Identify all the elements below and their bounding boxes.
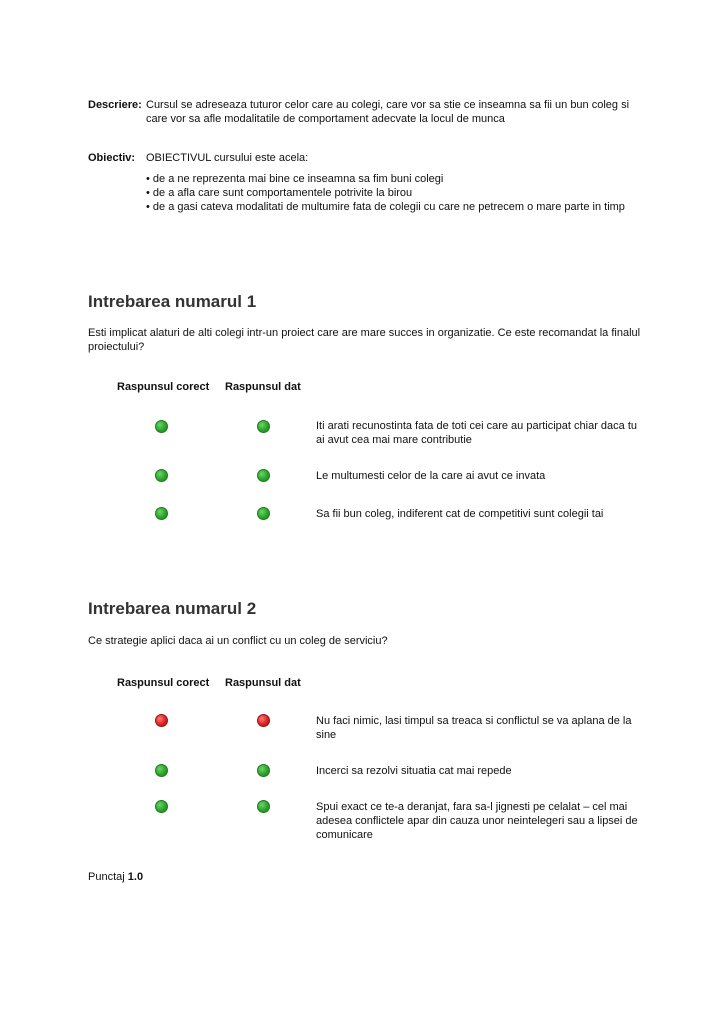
objective-list <box>146 172 686 214</box>
given-answer-indicator <box>257 469 270 482</box>
correct-answer-indicator <box>155 507 168 520</box>
correct-answer-indicator <box>155 469 168 482</box>
correct-answer-indicator <box>155 764 168 777</box>
given-answer-indicator <box>257 507 270 520</box>
question-text: Esti implicat alaturi de alti colegi intr-un proiect care are mare succes in organizatie. Ce este recomandat la finalul proiectului? <box>88 327 641 353</box>
answer-text: Spui exact ce te-a deranjat, fara sa-l jignesti pe celalat – cel mai adesea conflictele apar din cauza unor neintelegeri sau a lipsei de comunicare <box>316 801 638 841</box>
given-answer-indicator <box>257 714 270 727</box>
answer-text: Iti arati recunostinta fata de toti cei care au participat chiar daca tu ai avut cea mai mare contributie <box>316 420 638 446</box>
given-answer-indicator <box>257 420 270 433</box>
answer-text: Incerci sa rezolvi situatia cat mai repede <box>316 765 512 777</box>
objective-item: • de a ne reprezenta mai bine ce inseamna sa fim buni colegi <box>146 173 444 185</box>
column-header-correct: Raspunsul corect <box>117 677 210 689</box>
objective-label: Obiectiv: <box>88 152 136 164</box>
correct-answer-indicator <box>155 420 168 433</box>
description-label: Descriere: <box>88 99 142 111</box>
objective-item: • de a afla care sunt comportamentele potrivite la birou <box>146 187 413 199</box>
answer-text: Sa fii bun coleg, indiferent cat de competitivi sunt colegii tai <box>316 508 604 520</box>
correct-answer-indicator <box>155 800 168 813</box>
column-header-correct: Raspunsul corect <box>117 381 210 393</box>
given-answer-indicator <box>257 800 270 813</box>
score-value: 1.0 <box>127 871 144 883</box>
score <box>88 870 143 884</box>
answer-text: Le multumesti celor de la care ai avut ce invata <box>316 470 546 482</box>
correct-answer-indicator <box>155 714 168 727</box>
given-answer-indicator <box>257 764 270 777</box>
score-label: Punctaj <box>88 871 125 883</box>
question-title: Intrebarea numarul 1 <box>88 292 257 311</box>
question-text: Ce strategie aplici daca ai un conflict cu un coleg de serviciu? <box>88 635 388 647</box>
column-header-given: Raspunsul dat <box>225 381 301 393</box>
answer-text: Nu faci nimic, lasi timpul sa treaca si conflictul se va aplana de la sine <box>316 715 632 741</box>
objective-intro: OBIECTIVUL cursului este acela: <box>146 152 309 164</box>
question-title: Intrebarea numarul 2 <box>88 599 257 618</box>
column-header-given: Raspunsul dat <box>225 677 301 689</box>
objective-item: • de a gasi cateva modalitati de multumire fata de colegii cu care ne petrecem o mare parte in timp <box>146 201 625 213</box>
description-text: Cursul se adreseaza tuturor celor care au colegi, care vor sa stie ce inseamna sa fii un bun coleg si care vor sa afle modalitatile de comportament adecvate la locul de munca <box>146 99 630 125</box>
